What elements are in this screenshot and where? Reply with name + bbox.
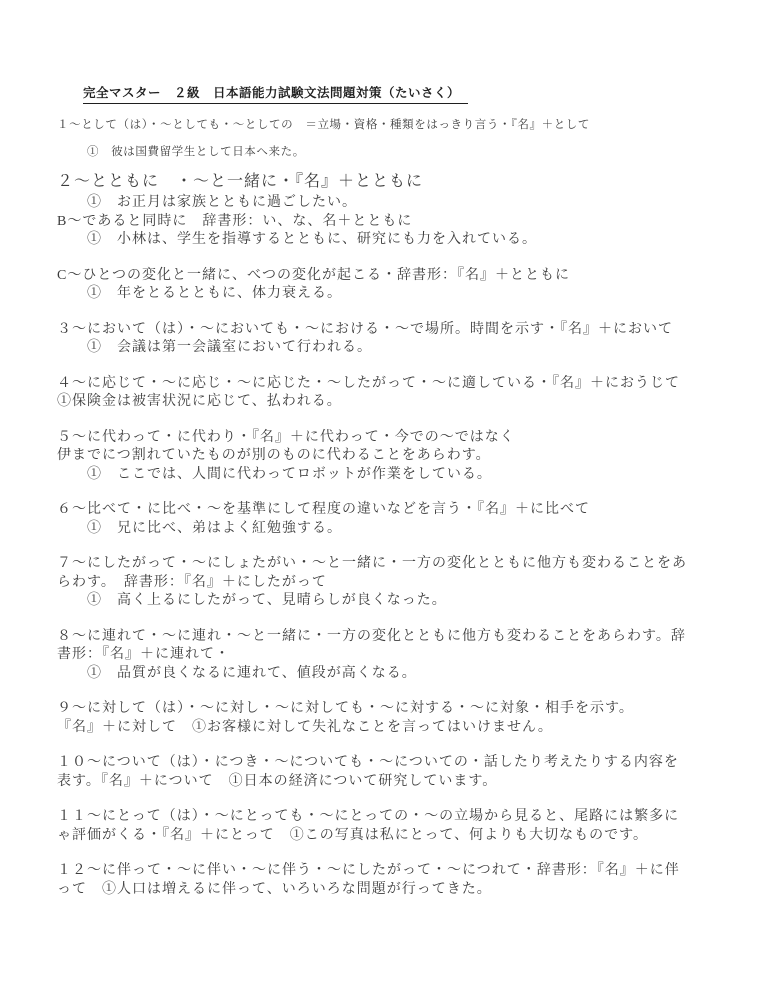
text-line: ２～とともに ・～と一緒に・『名』＋とともに <box>57 173 424 190</box>
text-line: ①保険金は被害状況に応じて、払われる。 <box>57 394 342 409</box>
page-title: 完全マスター ２級 日本語能力試験文法問題対策（たいさく） <box>83 86 468 104</box>
grammar-block <box>57 862 710 899</box>
text-line: ９～に対して（は）・～に対し・～に対しても・～に対する・～に対象・相手を示す。 <box>57 701 634 716</box>
text-line: C～ひとつの変化と一緒に、べつの変化が起こる・辞書形：『名』＋とともに <box>57 267 571 283</box>
text-line: １１～にとって（は）・～にとっても・～にとっての・～の立場から見ると、尾路には繁多に <box>57 809 680 824</box>
grammar-block <box>57 170 710 250</box>
text-line: 『名』＋に対して ①お客様に対して失礼なことを言ってはいけません。 <box>57 719 553 735</box>
grammar-block <box>57 116 710 134</box>
text-line: ① お正月は家族とともに過ごしたい。 <box>87 195 357 210</box>
text-line: ① 小林は、学生を指導するとともに、研究にも力を入れている。 <box>87 232 537 247</box>
grammar-block <box>57 375 710 412</box>
text-line: B～であると同時に 辞書形：い、な、名＋とともに <box>57 213 413 229</box>
document-body <box>57 116 710 899</box>
text-line: ① 兄に比べ、弟はよく紅勉強する。 <box>87 520 342 536</box>
text-line: １０～について（は）・につき・～についても・～についての・話したり考えたりする内容を <box>57 755 679 770</box>
grammar-block <box>57 501 710 538</box>
text-line: ゃ評価がくる・『名』＋にとって ①この写真は私にとって、何よりも大切なものです。 <box>57 827 649 843</box>
text-line: ４～に応じて・～に応じ・～に応じた・～したがって・～に適している・『名』＋におうじて <box>57 375 680 391</box>
grammar-block <box>57 321 710 358</box>
text-line: ① ここでは、人間に代わってロボットが作業をしている。 <box>87 466 492 482</box>
grammar-block <box>57 267 710 304</box>
text-line: ３～において（は）・～においても・～における・～で場所。時間を示す・『名』＋において <box>57 321 673 337</box>
grammar-block <box>57 628 710 684</box>
text-line: ① 高く上るにしたがって、見晴らしが良くなった。 <box>87 593 447 608</box>
grammar-block <box>57 143 710 161</box>
text-line: １～として（は）・～としても・～としての ＝立場・資格・種類をはっきり言う・『名』＋として <box>57 119 590 131</box>
text-line: ５～に代わって・に代わり・『名』＋に代わって・今での～ではなく <box>57 429 515 445</box>
text-line: 表す。『名』＋について ①日本の経済について研究しています。 <box>57 773 498 789</box>
text-line: って ①人口は増えるに伴って、いろいろな問題が行ってきた。 <box>57 881 492 897</box>
text-line: ８～に連れて・～に連れ・～と一緒に・一方の変化とともに他方も変わることをあらわす。辞 <box>57 628 686 644</box>
text-line: ６～比べて・に比べ・～を基準にして程度の違いなどを言う・『名』＋に比べて <box>57 502 590 517</box>
text-line: １２～に伴って・～に伴い・～に伴う・～にしたがって・～につれて・辞書形：『名』＋に伴 <box>57 863 680 878</box>
grammar-block <box>57 555 710 611</box>
text-line: ① 年をとるとともに、体力衰える。 <box>87 286 342 301</box>
text-line: らわす。 辞書形：『名』＋にしたがって <box>57 574 327 590</box>
grammar-block <box>57 700 710 737</box>
grammar-block <box>57 808 710 845</box>
text-line: 伊までにつ割れていたものが別のものに代わることをあらわす。 <box>57 448 491 463</box>
text-line: ① 会議は第一会議室において行われる。 <box>87 340 372 355</box>
grammar-block <box>57 429 710 485</box>
text-line: ① 品質が良くなるに連れて、値段が高くなる。 <box>87 665 417 681</box>
grammar-block <box>57 754 710 791</box>
text-line: ① 彼は国費留学生として日本へ来た。 <box>87 146 305 158</box>
text-line: 書形：『名』＋に連れて・ <box>57 647 230 662</box>
text-line: ７～にしたがって・～にしょたがい・～と一緒に・一方の変化とともに他方も変わることをあ <box>57 556 687 571</box>
